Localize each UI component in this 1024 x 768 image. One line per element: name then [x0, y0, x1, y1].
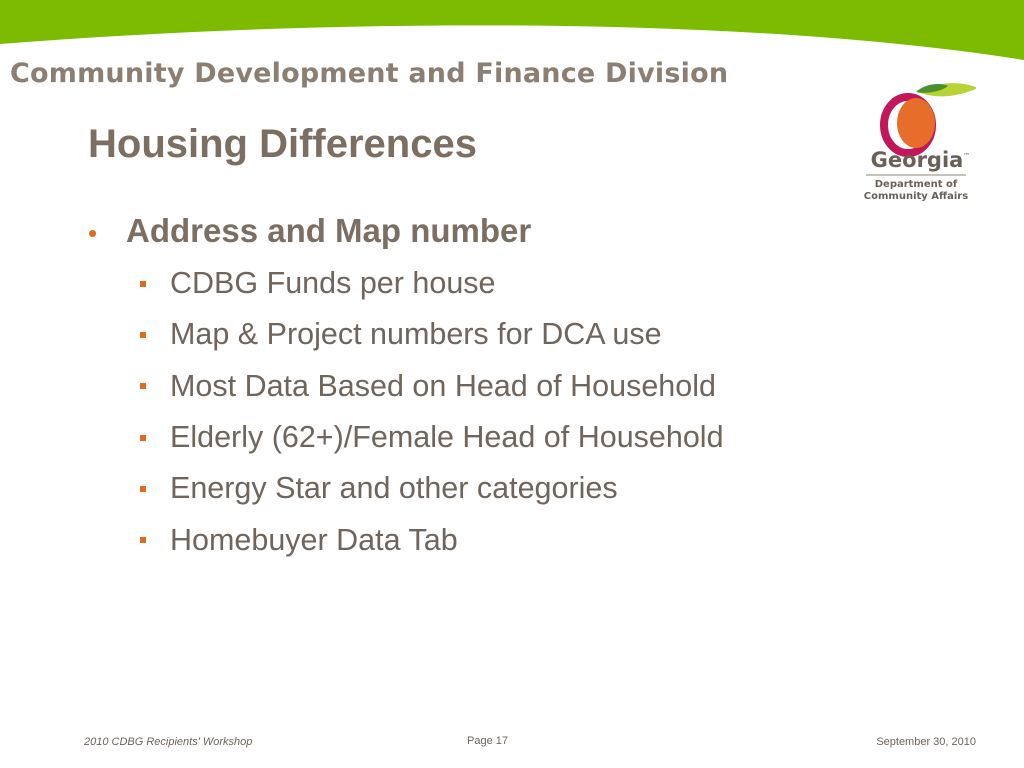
sub-bullet-text: Map & Project numbers for DCA use — [170, 317, 662, 352]
sub-bullet-text: Homebuyer Data Tab — [170, 522, 458, 557]
sub-bullet-text: Elderly (62+)/Female Head of Household — [170, 420, 724, 455]
slide-content — [88, 212, 724, 566]
sub-bullet-list — [88, 258, 724, 566]
sub-bullet-text: CDBG Funds per house — [170, 266, 496, 301]
square-bullet-icon — [140, 281, 146, 287]
sub-bullet-item — [140, 463, 724, 514]
sub-bullet-item — [140, 514, 724, 565]
slide-title: Housing Differences — [88, 122, 477, 166]
sub-bullet-item — [140, 412, 724, 463]
square-bullet-icon — [140, 332, 146, 338]
sub-bullet-text: Energy Star and other categories — [170, 471, 618, 506]
square-bullet-icon — [140, 537, 146, 543]
sub-bullet-text: Most Data Based on Head of Household — [170, 368, 716, 403]
sub-bullet-item — [140, 309, 724, 360]
footer-workshop: 2010 CDBG Recipients' Workshop — [84, 736, 253, 748]
footer-page-number: Page 17 — [467, 735, 508, 747]
logo-trademark: ™ — [963, 152, 970, 160]
dca-logo — [856, 80, 976, 202]
logo-line1: Department of — [874, 179, 958, 190]
sub-bullet-item — [140, 258, 724, 309]
sub-bullet-item — [140, 361, 724, 412]
bullet-dot-icon: • — [88, 218, 98, 248]
logo-line2: Community Affairs — [863, 191, 969, 202]
logo-name: Georgia — [870, 148, 964, 172]
division-title: Community Development and Finance Division — [10, 58, 729, 89]
footer-date: September 30, 2010 — [876, 736, 976, 748]
square-bullet-icon — [140, 486, 146, 492]
square-bullet-icon — [140, 435, 146, 441]
bullet-item — [88, 212, 724, 258]
bullet-text: Address and Map number — [126, 212, 532, 249]
square-bullet-icon — [140, 383, 146, 389]
georgia-peach-icon — [856, 80, 976, 202]
